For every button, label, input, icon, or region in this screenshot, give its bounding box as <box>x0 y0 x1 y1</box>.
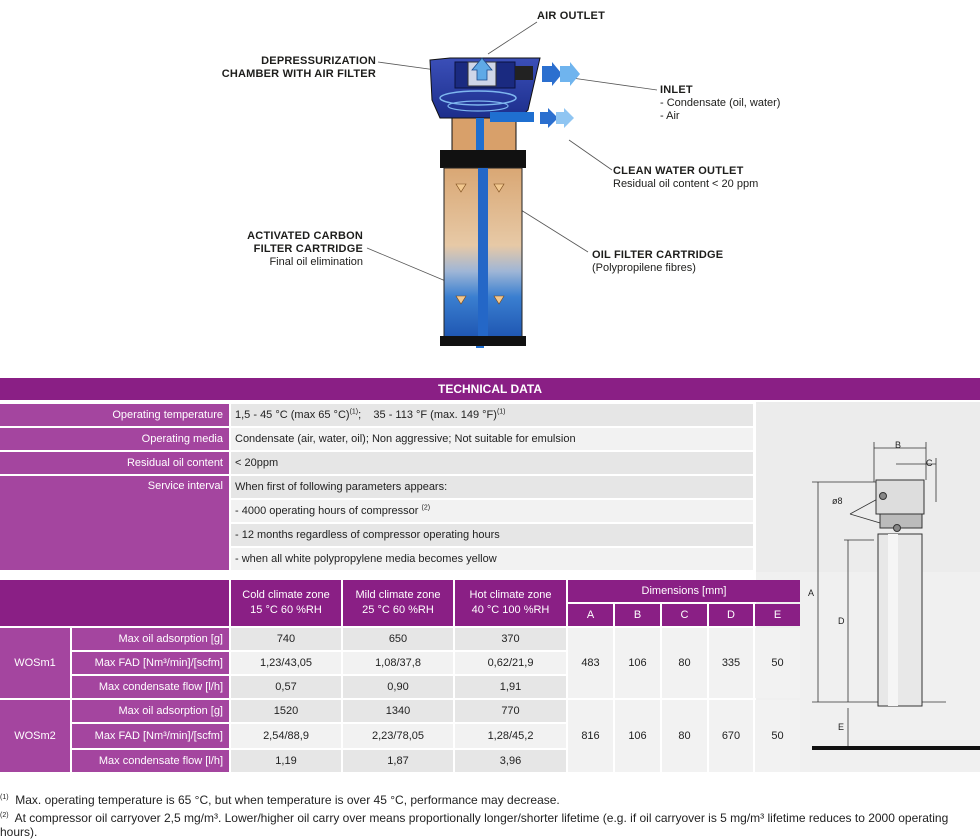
footnote-2-mark: (2) <box>0 812 9 819</box>
table-cell: 0,62/21,9 <box>455 652 566 674</box>
header-hot-climate: Hot climate zone 40 °C 100 %RH <box>455 580 566 626</box>
callout-depressurization-line1: DEPRESSURIZATION <box>261 55 376 67</box>
row-label-fad-m1: Max FAD [Nm³/min]/[scfm] <box>72 652 229 674</box>
service-interval-line4: - when all white polypropylene media becomes yellow <box>231 548 753 570</box>
table-cell: 2,54/88,9 <box>231 724 341 748</box>
dim-cell: 80 <box>662 628 707 698</box>
row-label-flow-m1: Max condensate flow [l/h] <box>72 676 229 698</box>
operating-temperature-value: 1,5 - 45 °C (max 65 °C)$^{(1)}$; 35 - 113 °F (max. 149 °F)$^{(1)}$ <box>231 404 753 426</box>
callout-depressurization <box>210 55 376 81</box>
dim-cell: 106 <box>615 628 660 698</box>
callout-clean-water <box>613 165 758 191</box>
header-cold-climate: Cold climate zone 15 °C 60 %RH <box>231 580 341 626</box>
table-corner <box>0 580 229 626</box>
service-interval-label: Service interval <box>0 476 229 570</box>
operating-media-label: Operating media <box>0 428 229 450</box>
table-cell: 1,23/43,05 <box>231 652 341 674</box>
model-wosm1: WOSm1 <box>0 628 70 698</box>
table-cell: 1520 <box>231 700 341 722</box>
dim-label-b: B <box>895 440 902 450</box>
model-wosm2: WOSm2 <box>0 700 70 772</box>
footnote-2-text: At compressor oil carryover 2,5 mg/m³. Lower/higher oil carry over means proportionally longer/shorter lifetime (e.g. if oil carryover is 5 mg/m³ lifetime reduces to 2000 operating hours). <box>0 811 949 839</box>
callout-activated-carbon-line2: FILTER CARTRIDGE <box>253 243 363 255</box>
header-dim-b: B <box>615 604 660 626</box>
header-dim-c: C <box>662 604 707 626</box>
header-dim-e: E <box>755 604 800 626</box>
header-dimensions: Dimensions [mm] <box>568 580 800 602</box>
residual-oil-label: Residual oil content <box>0 452 229 474</box>
callout-oil-filter <box>592 249 723 275</box>
dim-cell: 106 <box>615 700 660 772</box>
callout-clean-water-desc: Residual oil content < 20 ppm <box>613 178 759 190</box>
header-dim-a: A <box>568 604 613 626</box>
separator-illustration <box>0 0 980 370</box>
callout-inlet-title: INLET <box>660 84 693 96</box>
table-cell: 1,19 <box>231 750 341 772</box>
separator-cutaway-drawing <box>0 0 980 370</box>
callout-inlet <box>660 84 780 123</box>
table-cell: 1,08/37,8 <box>343 652 453 674</box>
dim-cell: 335 <box>709 628 753 698</box>
dim-cell: 483 <box>568 628 613 698</box>
callout-inlet-line2: - Air <box>660 110 680 122</box>
table-cell: 1,87 <box>343 750 453 772</box>
service-interval-line2: - 4000 operating hours of compressor $^{(2)}$ <box>231 500 753 522</box>
residual-oil-value: < 20ppm <box>231 452 753 474</box>
table-cell: 1340 <box>343 700 453 722</box>
row-label-oil-m1: Max oil adsorption [g] <box>72 628 229 650</box>
footnote-2 <box>0 811 980 839</box>
table-cell: 2,23/78,05 <box>343 724 453 748</box>
dim-label-a: A <box>808 588 815 598</box>
callout-air-outlet <box>537 10 605 23</box>
callout-oil-filter-desc: (Polypropilene fibres) <box>592 262 696 274</box>
header-dim-d: D <box>709 604 753 626</box>
callout-activated-carbon-desc: Final oil elimination <box>269 256 363 268</box>
dim-label-e: E <box>838 722 845 732</box>
header-mild-climate: Mild climate zone 25 °C 60 %RH <box>343 580 453 626</box>
table-cell: 1,91 <box>455 676 566 698</box>
table-cell: 0,57 <box>231 676 341 698</box>
callout-activated-carbon-line1: ACTIVATED CARBON <box>247 230 363 242</box>
table-cell: 0,90 <box>343 676 453 698</box>
callout-oil-filter-title: OIL FILTER CARTRIDGE <box>592 249 724 261</box>
dim-cell: 50 <box>755 700 800 772</box>
row-label-flow-m2: Max condensate flow [l/h] <box>72 750 229 772</box>
row-label-fad-m2: Max FAD [Nm³/min]/[scfm] <box>72 724 229 748</box>
callout-depressurization-line2: CHAMBER WITH AIR FILTER <box>221 68 376 80</box>
callout-air-outlet-title: AIR OUTLET <box>537 10 605 22</box>
callout-clean-water-title: CLEAN WATER OUTLET <box>613 165 744 177</box>
callout-inlet-line1: - Condensate (oil, water) <box>660 97 781 109</box>
technical-data-title: TECHNICAL DATA <box>0 378 980 400</box>
operating-media-value: Condensate (air, water, oil); Non aggressive; Not suitable for emulsion <box>231 428 753 450</box>
table-cell: 740 <box>231 628 341 650</box>
table-cell: 650 <box>343 628 453 650</box>
footnote-1-text: Max. operating temperature is 65 °C, but when temperature is over 45 °C, performance may decrease. <box>15 793 560 807</box>
dim-label-c: C <box>926 458 933 468</box>
table-cell: 770 <box>455 700 566 722</box>
callout-activated-carbon <box>200 230 363 269</box>
dim-cell: 50 <box>755 628 800 698</box>
row-label-oil-m2: Max oil adsorption [g] <box>72 700 229 722</box>
footnote-1-mark: (1) <box>0 794 9 801</box>
dim-label-d: D <box>838 616 845 626</box>
dim-label-d8: ø8 <box>832 496 843 506</box>
dim-cell: 816 <box>568 700 613 772</box>
table-cell: 1,28/45,2 <box>455 724 566 748</box>
table-cell: 3,96 <box>455 750 566 772</box>
footnote-1 <box>0 793 560 807</box>
table-cell: 370 <box>455 628 566 650</box>
service-interval-line1: When first of following parameters appears: <box>231 476 753 498</box>
service-interval-line3: - 12 months regardless of compressor operating hours <box>231 524 753 546</box>
dim-cell: 80 <box>662 700 707 772</box>
dim-cell: 670 <box>709 700 753 772</box>
operating-temperature-label: Operating temperature <box>0 404 229 426</box>
